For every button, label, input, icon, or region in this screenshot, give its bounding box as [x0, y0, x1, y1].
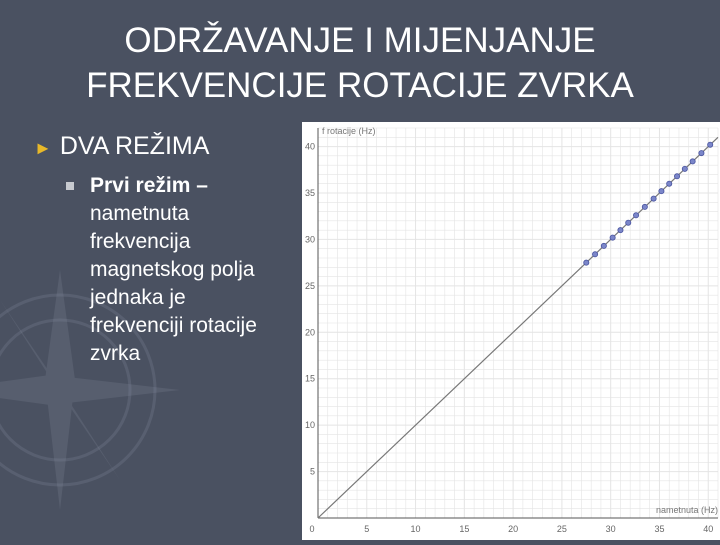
y-tick-label: 30	[304, 234, 315, 245]
x-axis-label: nametnuta (Hz)	[655, 505, 718, 515]
x-tick-label: 30	[605, 524, 616, 534]
data-point	[674, 174, 679, 179]
data-point	[659, 189, 664, 194]
y-tick-label: 40	[304, 141, 315, 152]
square-bullet-icon	[66, 182, 74, 190]
fit-line	[318, 137, 718, 518]
x-tick-label: 40	[703, 524, 714, 534]
bullet-level2-line: jednaka je	[90, 286, 186, 309]
slide-title-line1: ODRŽAVANJE I MIJENJANJE	[124, 21, 596, 60]
bullet-level2-bold: Prvi režim –	[90, 174, 208, 197]
x-tick-label: 20	[508, 524, 519, 534]
arrow-bullet-icon: ►	[34, 138, 52, 158]
bullet-level2-line: magnetskog polja	[90, 258, 255, 281]
y-tick-label: 5	[309, 466, 315, 477]
slide-title	[40, 18, 680, 108]
bullet-level1	[34, 132, 209, 161]
chart-panel	[302, 122, 720, 540]
data-point	[651, 196, 656, 201]
data-point	[626, 220, 631, 225]
bullet-level2-line: frekvenciji rotacije	[90, 314, 257, 337]
x-tick-label: 0	[309, 524, 315, 534]
x-tick-label: 15	[459, 524, 470, 534]
data-point	[610, 235, 615, 240]
slide-title-line2: FREKVENCIJE ROTACIJE ZVRKA	[86, 66, 634, 105]
data-point	[667, 181, 672, 186]
data-point	[618, 228, 623, 233]
y-tick-label: 10	[304, 420, 315, 431]
chart-grid	[318, 128, 718, 518]
x-tick-label: 35	[654, 524, 665, 534]
data-point	[642, 204, 647, 209]
bullet-level2-text	[90, 172, 300, 368]
data-point	[592, 252, 597, 257]
x-tick-label: 10	[410, 524, 421, 534]
x-tick-label: 5	[364, 524, 370, 534]
y-tick-label: 15	[304, 373, 315, 384]
bullet-level2-line: zvrka	[90, 342, 141, 365]
bullet-level1-text: DVA REŽIMA	[59, 132, 210, 160]
data-point	[699, 150, 704, 155]
data-point	[682, 166, 687, 171]
bullet-level2-line: frekvencija	[90, 230, 191, 253]
y-tick-label: 20	[304, 327, 315, 338]
x-tick-label: 25	[556, 524, 567, 534]
bullet-level2-line: nametnuta	[90, 202, 190, 225]
data-point	[690, 159, 695, 164]
data-point	[633, 213, 638, 218]
data-point	[708, 142, 713, 147]
data-point	[601, 243, 606, 248]
y-tick-label: 25	[304, 280, 315, 291]
scatter-chart	[302, 122, 720, 540]
data-point	[584, 260, 589, 265]
y-tick-label: 35	[304, 188, 315, 198]
y-axis-label: f rotacije (Hz)	[322, 126, 376, 136]
